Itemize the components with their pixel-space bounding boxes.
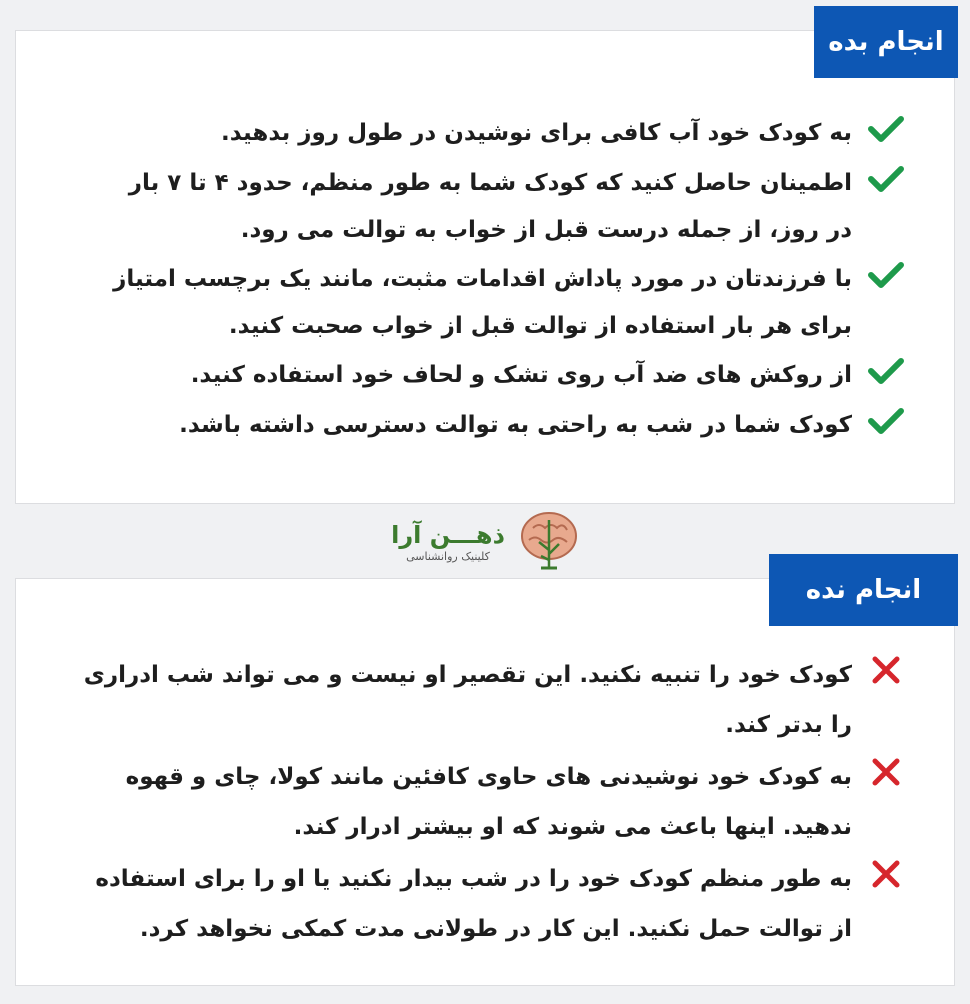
cross-icon xyxy=(862,650,910,698)
logo-title: ذهـــن آرا xyxy=(391,521,505,549)
cross-icon xyxy=(862,752,910,800)
dont-item-text: به طور منظم کودک خود را در شب بیدار نکنید یا او را برای استفاده از توالت حمل نکنید. این کار در طولانی مدت کمکی نخواهد کرد. xyxy=(95,866,852,942)
list-item xyxy=(110,160,910,254)
do-item-text: کودک شما در شب به راحتی به توالت دسترسی داشته باشد. xyxy=(179,412,852,438)
clinic-logo xyxy=(390,510,580,576)
list-item xyxy=(70,854,910,954)
check-icon xyxy=(862,160,910,208)
do-item-text: به کودک خود آب کافی برای نوشیدن در طول روز بدهید. xyxy=(221,120,852,146)
check-icon xyxy=(862,110,910,158)
check-icon xyxy=(862,402,910,450)
check-icon xyxy=(862,256,910,304)
do-section-title: انجام بده xyxy=(814,6,958,78)
dont-section-title: انجام نده xyxy=(769,554,958,626)
cross-icon xyxy=(862,854,910,902)
logo-text xyxy=(391,521,505,565)
list-item xyxy=(110,402,910,450)
dont-item-text: کودک خود را تنبیه نکنید. این تقصیر او نیست و می تواند شب ادراری را بدتر کند. xyxy=(83,662,852,738)
do-item-text: اطمینان حاصل کنید که کودک شما به طور منظم، حدود ۴ تا ۷ بار در روز، از جمله درست قبل از خواب به توالت می رود. xyxy=(128,170,852,243)
list-item xyxy=(70,752,910,852)
do-item-text: با فرزندتان در مورد پاداش اقدامات مثبت، مانند یک برچسب امتیاز برای هر بار استفاده از توالت قبل از خواب صحبت کنید. xyxy=(113,266,852,339)
logo-subtitle: کلینیک روانشناسی xyxy=(406,550,490,563)
do-list xyxy=(110,110,910,452)
do-item-text: از روکش های ضد آب روی تشک و لحاف خود استفاده کنید. xyxy=(190,362,852,388)
check-icon xyxy=(862,352,910,400)
list-item xyxy=(110,110,910,158)
brain-tree-icon xyxy=(519,510,579,576)
list-item xyxy=(110,352,910,400)
list-item xyxy=(70,650,910,750)
dont-list xyxy=(70,650,910,956)
dont-item-text: به کودک خود نوشیدنی های حاوی کافئین مانند کولا، چای و قهوه ندهید. اینها باعث می شوند که او بیشتر ادرار کند. xyxy=(125,764,852,840)
list-item xyxy=(110,256,910,350)
